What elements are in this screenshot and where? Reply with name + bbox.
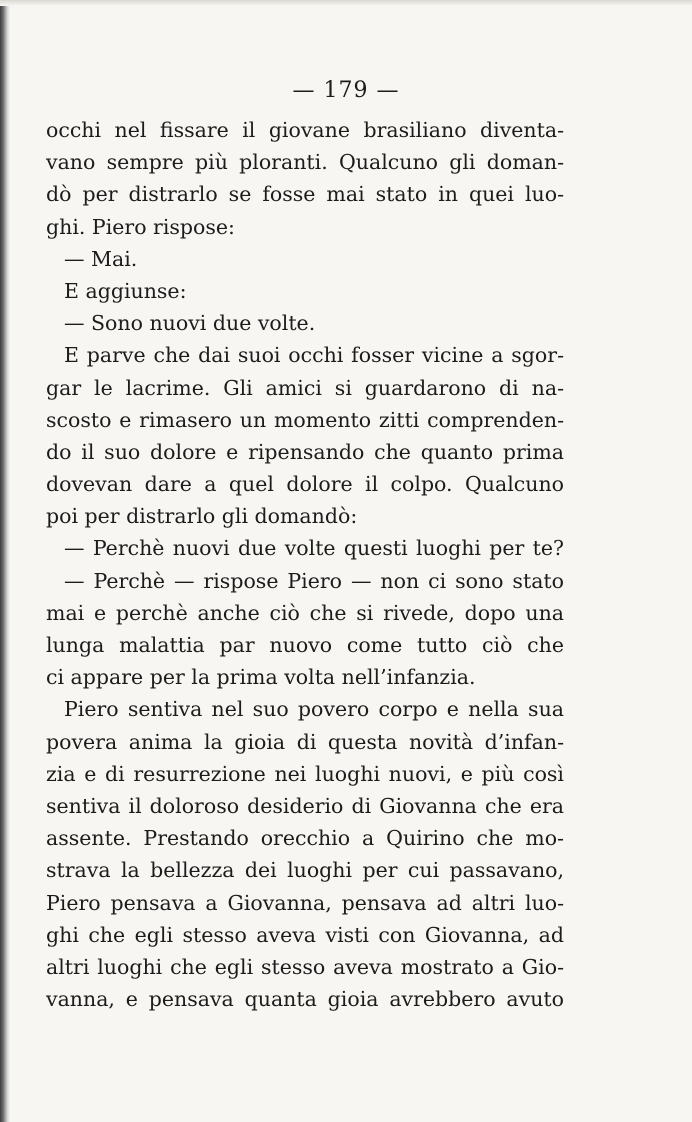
text-line: ghi. Piero rispose: — [46, 214, 235, 239]
text-line: zia e di resurrezione nei luoghi nuovi, e più così — [46, 761, 564, 786]
text-line: occhi nel fissare il giovane brasiliano diventa- — [46, 118, 564, 142]
text-line: Piero pensava a Giovanna, pensava ad altri luo- — [46, 890, 564, 915]
text-line: vanna, e pensava quanta gioia avrebbero avuto — [46, 987, 564, 1012]
text-line: altri luoghi che egli stesso aveva mostrato a Gio- — [46, 954, 564, 979]
text-line: vano sempre più ploranti. Qualcuno gli doman- — [46, 150, 564, 175]
text-line: — Sono nuovi due volte. — [64, 311, 316, 336]
body-text — [46, 114, 564, 1015]
text-line: ci appare per la prima volta nell’infanzia. — [46, 665, 476, 690]
text-line: dò per distrarlo se fosse mai stato in quei luo- — [46, 182, 564, 207]
text-line: E parve che dai suoi occhi fosser vicine a sgor- — [64, 343, 564, 368]
text-line: dovevan dare a quel dolore il colpo. Qualcuno — [46, 472, 564, 497]
text-line: mai e perchè anche ciò che si rivede, dopo una — [46, 600, 564, 625]
text-line: — Mai. — [64, 246, 138, 271]
text-line: assente. Prestando orecchio a Quirino che mo- — [46, 826, 564, 851]
text-line: E aggiunse: — [64, 278, 187, 303]
text-line: poi per distrarlo gli domandò: — [46, 504, 358, 529]
page-binding-edge — [0, 0, 10, 1122]
text-line: sentiva il doloroso desiderio di Giovanna che era — [46, 793, 564, 818]
text-line: gar le lacrime. Gli amici si guardarono di na- — [46, 375, 564, 400]
text-line: ghi che egli stesso aveva visti con Giovanna, ad — [46, 922, 564, 947]
text-line: strava la bellezza dei luoghi per cui passavano, — [46, 858, 564, 883]
text-line: lunga malattia par nuovo come tutto ciò che — [46, 633, 564, 657]
page-top-edge — [0, 0, 692, 6]
text-line: — Perchè — rispose Piero — non ci sono stato — [64, 568, 564, 593]
page-number: — 179 — — [292, 78, 400, 103]
text-line: scosto e rimasero un momento zitti comprenden- — [46, 407, 564, 432]
text-line: do il suo dolore e ripensando che quanto prima — [46, 439, 564, 464]
text-line: Piero sentiva nel suo povero corpo e nella sua — [64, 697, 564, 722]
text-line: — Perchè nuovi due volte questi luoghi per te? — [64, 536, 564, 561]
text-line: povera anima la gioia di questa novità d’infan- — [46, 729, 564, 754]
